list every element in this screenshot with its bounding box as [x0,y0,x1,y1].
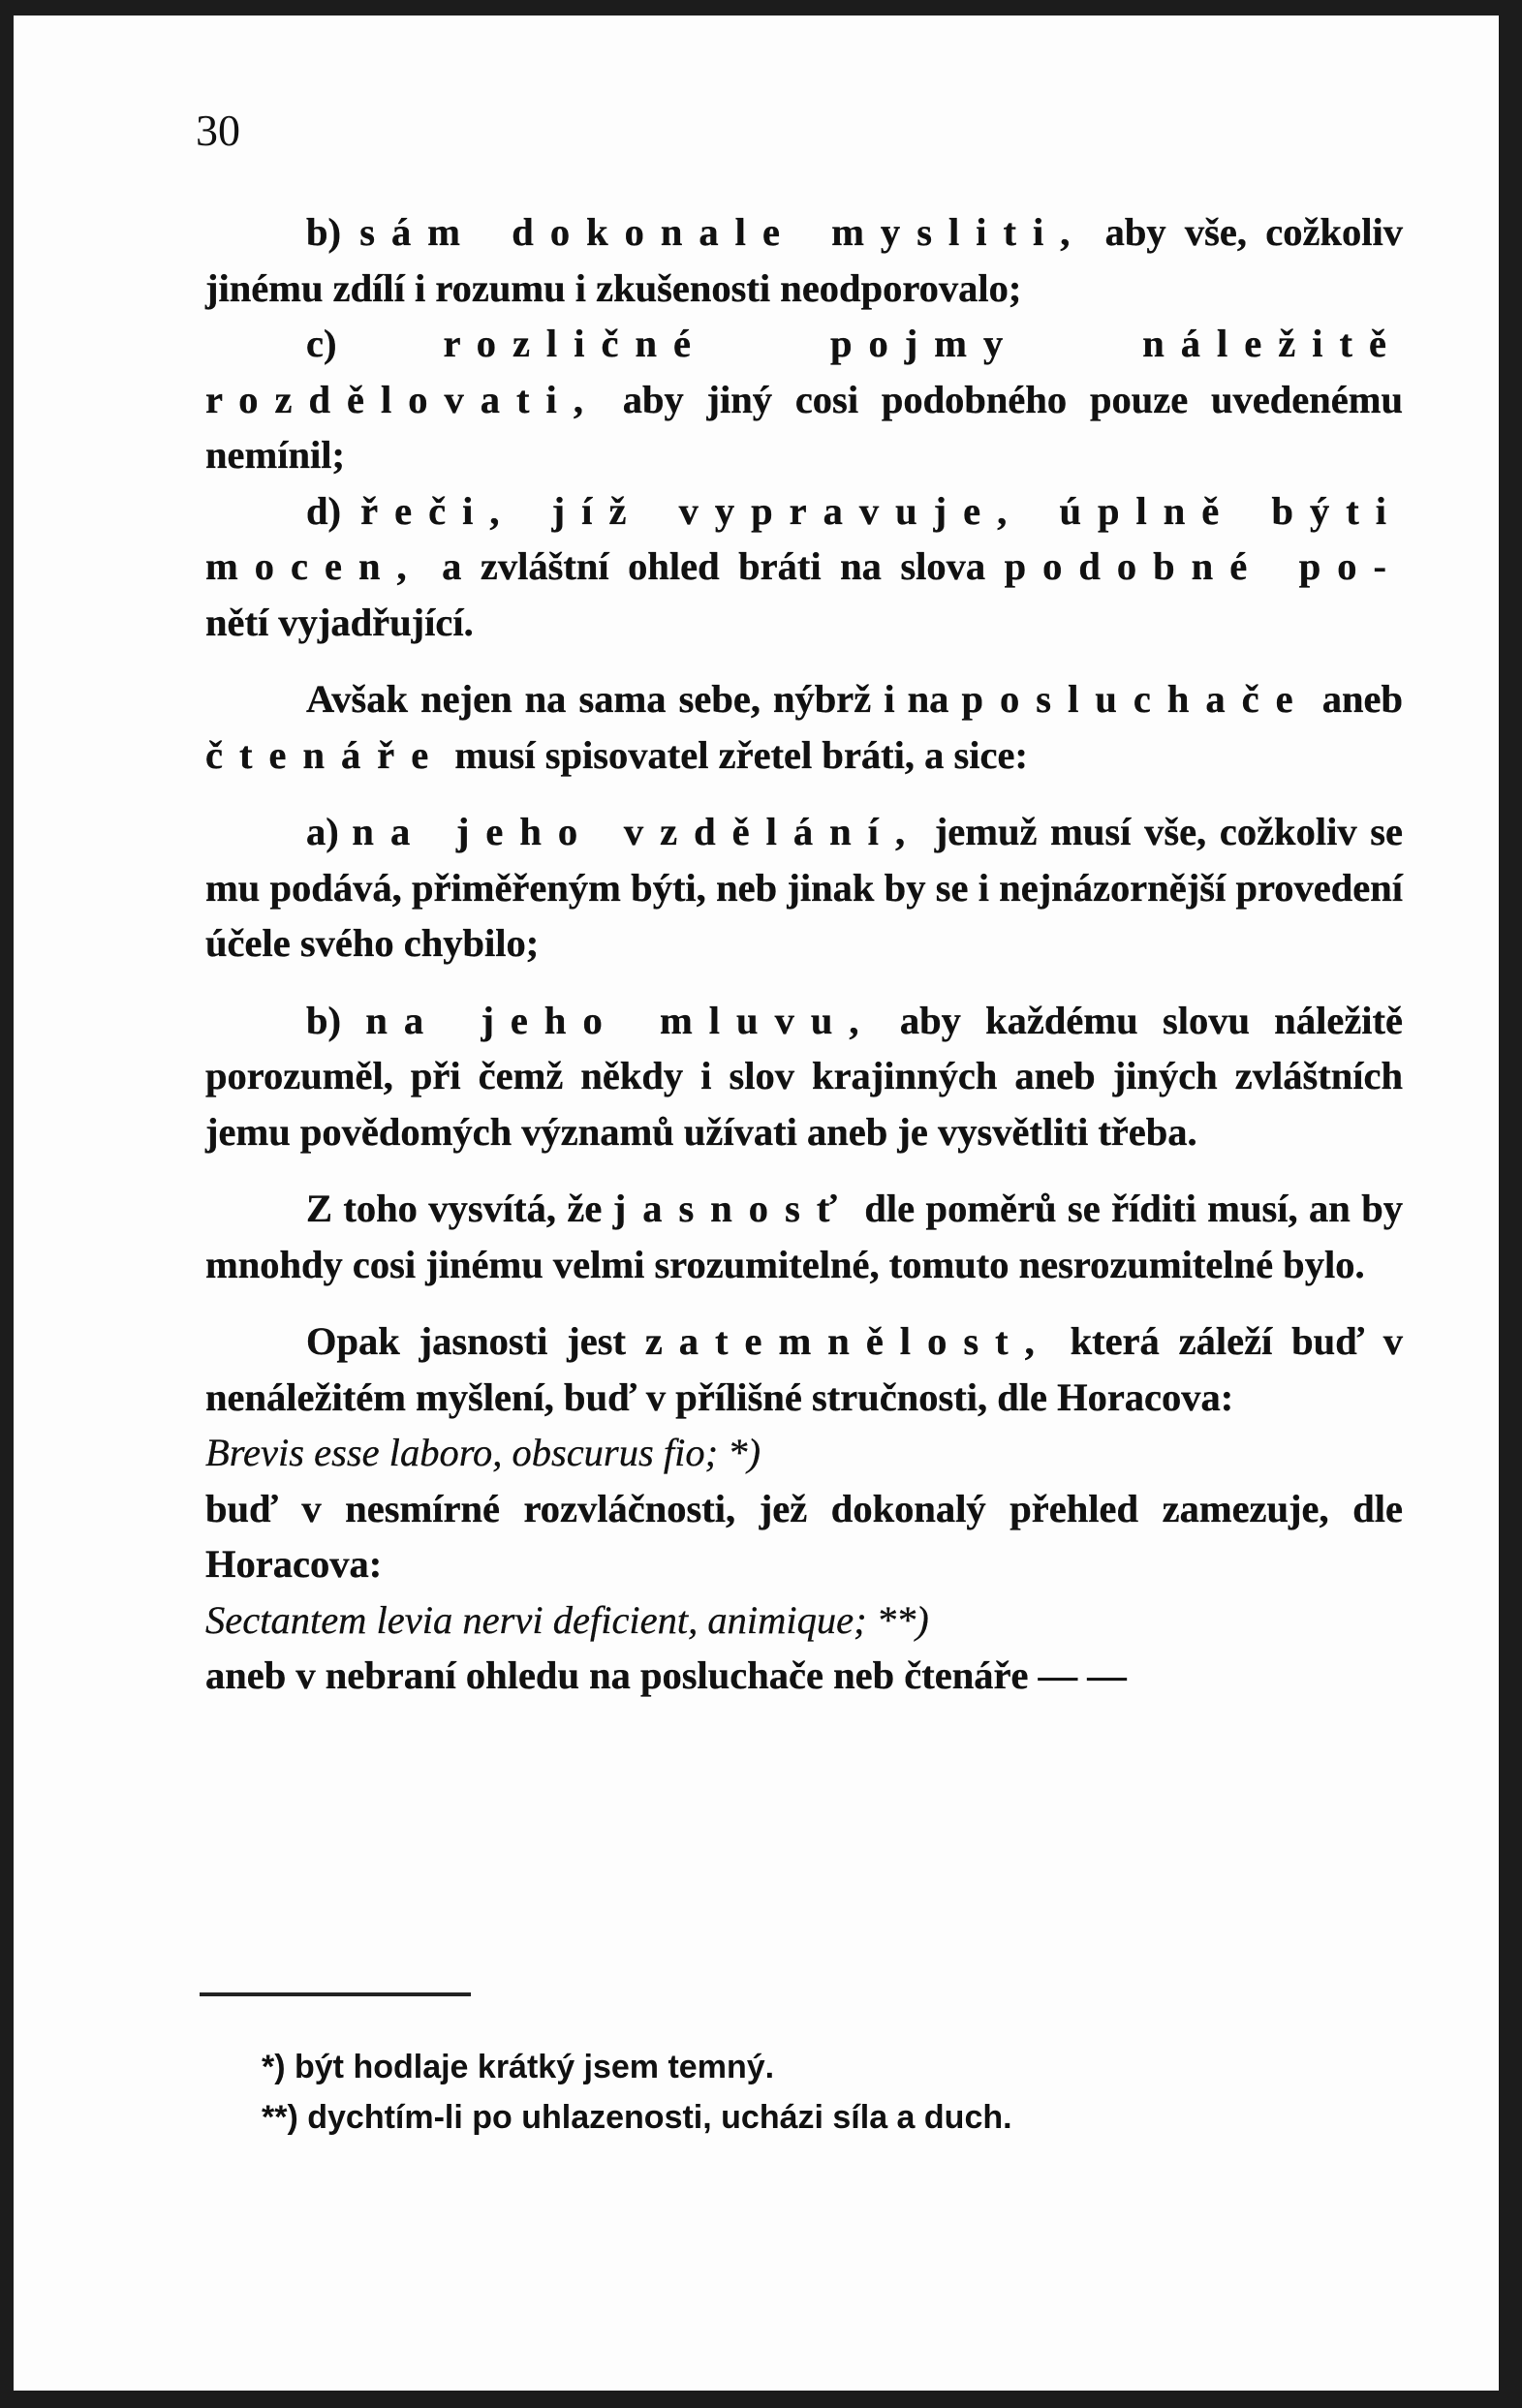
item-d-self [205,483,1403,651]
text: Opak jasnosti jest [306,1319,645,1363]
item-marker: d) [306,488,342,533]
text: aneb [1309,677,1403,721]
spaced-term: sám dokonale mysliti, [359,210,1087,254]
spaced-term: na jeho mluvu, [365,998,876,1042]
item-text: nětí vyjadřující. [205,600,474,644]
footnote-2: **) dychtím-li po uhlazenosti, ucházi síla a duch. [262,2099,1012,2136]
page-number: 30 [196,106,240,155]
quote-horace-2: Sectantem levia nervi deficient, animique; **) [205,1597,929,1642]
text: která záleží buď v nenáležitém myšlení, buď v přílišné stručnosti, dle Horacova: [205,1319,1403,1419]
spaced-term: čtenáře [205,732,446,777]
paragraph-ztoho [205,1181,1403,1292]
text: musí spisovatel zřetel bráti, a sice: [445,732,1028,777]
spaced-term: na jeho vzdělání, [352,810,922,853]
item-text: aby každému slovu náležitě porozuměl, při čemž někdy i slov krajinných aneb jiných zvláštních jemu povědomých významů užívati aneb je vysvětliti třeba. [205,998,1404,1154]
spaced-term: zatemnělost, [644,1319,1051,1363]
paragraph-aneb: aneb v nebraní ohledu na posluchače neb čtenáře — — [205,1653,1127,1697]
footnotes [262,2042,1012,2143]
item-b-self [205,204,1403,316]
text: Z toho vysvítá, že [306,1187,613,1230]
text: Avšak nejen na sama sebe, nýbrž i na [306,677,962,721]
text: dle poměrů se říditi musí, an by mnohdy cosi jinému velmi srozumitelné, tomuto nesrozumitelné bylo. [205,1187,1403,1286]
item-marker: c) [306,322,337,365]
spaced-term: rozličné pojmy náležitě rozdělovati, [205,322,1403,421]
spaced-term: jasnosť [612,1187,854,1230]
paragraph-bud: buď v nesmírné rozvláčnosti, jež dokonalý přehled zamezuje, dle Horacova: [205,1486,1403,1586]
book-page [14,15,1499,2391]
spaced-term: podobné po- [1004,544,1403,588]
spaced-term: řeči, jíž vypravuje, úplně býti mocen, [205,488,1404,588]
item-marker: b) [306,210,342,254]
item-a-reader [205,804,1403,972]
spaced-term: posluchače [961,677,1310,721]
item-text: aby jiný cosi podobného pouze uvedenému nemínil; [205,377,1403,477]
item-b-reader [205,993,1403,1160]
paragraph-opak [205,1313,1403,1425]
paragraph-avsak [205,671,1403,783]
quote-horace-1: Brevis esse laboro, obscurus fio; *) [205,1431,761,1474]
item-text: aby vše, cožkoliv jinému zdílí i rozumu i zkušenosti neodporovalo; [205,210,1403,310]
item-marker: a) [306,810,339,853]
item-text: a zvláštní ohled bráti na slova [422,544,1005,588]
main-text [205,204,1403,1704]
item-text: jemuž musí vše, cožkoliv se mu podává, přiměřeným býti, neb jinak by se i nejnázornější provedení účele svého chybilo; [205,810,1403,965]
item-marker: b) [306,998,342,1042]
footnote-1: *) být hodlaje krátký jsem temný. [262,2049,775,2085]
item-c-self [205,316,1403,483]
footnote-rule [200,1992,471,1996]
